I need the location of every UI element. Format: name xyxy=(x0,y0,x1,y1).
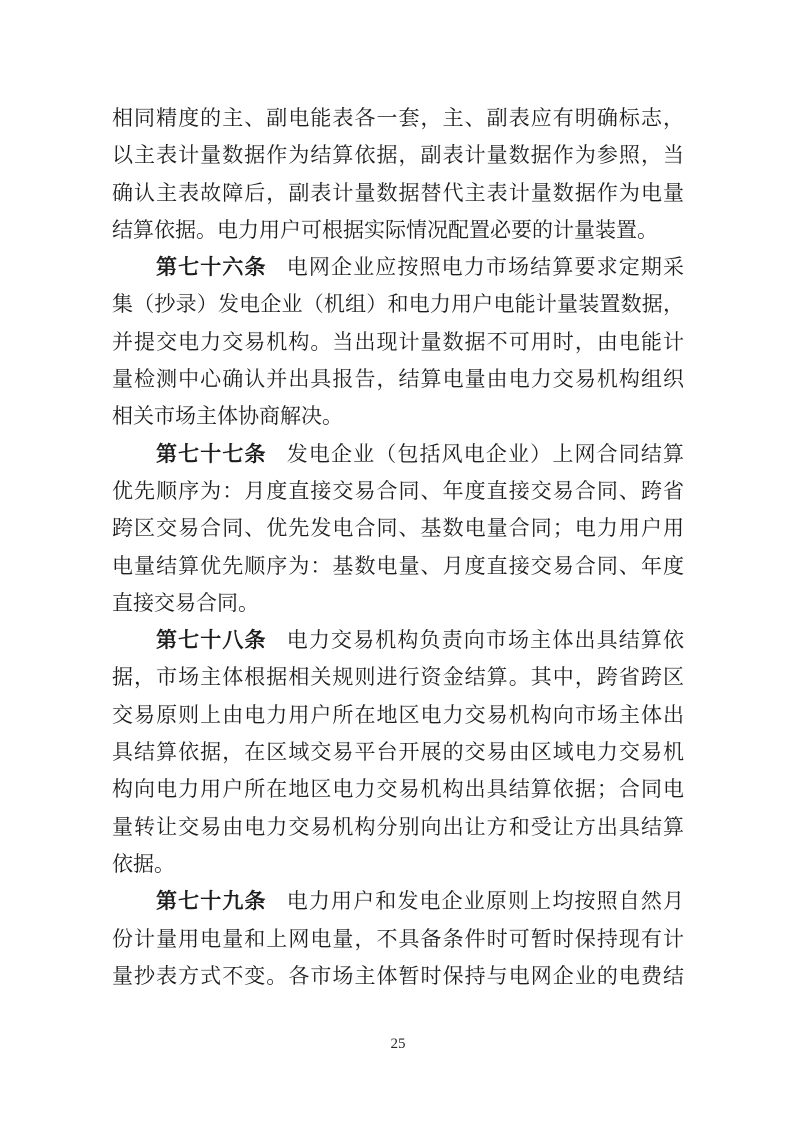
line-text: 电力用户和发电企业原则上均按照自然月 xyxy=(286,889,684,914)
article-paragraph-1 xyxy=(112,249,684,435)
document-body xyxy=(112,100,684,995)
text-line xyxy=(112,622,684,659)
text-line: 结算依据。电力用户可根据实际情况配置必要的计量装置。 xyxy=(112,217,658,242)
text-line: 量检测中心确认并出具报告，结算电量由电力交易机构组织 xyxy=(112,367,684,392)
text-line: 量转让交易由电力交易机构分别向出让方和受让方出具结算 xyxy=(112,814,684,839)
article-paragraph-3 xyxy=(112,622,684,883)
text-line: 相同精度的主、副电能表各一套，主、副表应有明确标志， xyxy=(112,106,684,130)
text-line: 并提交电力交易机构。当出现计量数据不可用时，由电能计 xyxy=(112,329,684,354)
text-line: 依据。 xyxy=(112,851,175,876)
line-text: 电网企业应按照电力市场结算要求定期采 xyxy=(286,255,684,280)
text-line: 跨区交易合同、优先发电合同、基数电量合同；电力用户用 xyxy=(112,516,684,541)
text-line xyxy=(112,883,684,920)
text-line: 构向电力用户所在地区电力交易机构出具结算依据；合同电 xyxy=(112,777,684,802)
article-paragraph-2 xyxy=(112,436,684,622)
article-number: 第七十八条 xyxy=(156,628,267,653)
text-line: 确认主表故障后，副表计量数据替代主表计量数据作为电量 xyxy=(112,180,684,205)
text-line: 集（抄录）发电企业（机组）和电力用户电能计量装置数据， xyxy=(112,292,684,317)
article-number: 第七十六条 xyxy=(156,255,267,280)
text-line: 直接交易合同。 xyxy=(112,590,259,615)
text-line: 以主表计量数据作为结算依据，副表计量数据作为参照，当 xyxy=(112,143,684,168)
text-line: 量抄表方式不变。各市场主体暂时保持与电网企业的电费结 xyxy=(112,963,684,988)
text-line xyxy=(112,249,684,286)
page-number: 25 xyxy=(390,1036,406,1052)
text-line: 交易原则上由电力用户所在地区电力交易机构向市场主体出 xyxy=(112,702,684,727)
article-paragraph-4 xyxy=(112,883,684,995)
text-line: 份计量用电量和上网电量，不具备条件时可暂时保持现有计 xyxy=(112,926,684,951)
article-number: 第七十九条 xyxy=(156,889,267,914)
text-line: 据，市场主体根据相关规则进行资金结算。其中，跨省跨区 xyxy=(112,665,684,690)
text-line: 电量结算优先顺序为：基数电量、月度直接交易合同、年度 xyxy=(112,553,684,578)
line-text: 发电企业（包括风电企业）上网合同结算 xyxy=(286,441,684,466)
text-line: 相关市场主体协商解决。 xyxy=(112,404,343,429)
article-number: 第七十七条 xyxy=(156,441,267,466)
text-line: 具结算依据，在区域交易平台开展的交易由区域电力交易机 xyxy=(112,740,684,765)
line-text: 电力交易机构负责向市场主体出具结算依 xyxy=(286,628,684,653)
text-line: 优先顺序为：月度直接交易合同、年度直接交易合同、跨省 xyxy=(112,478,684,503)
text-line xyxy=(112,436,684,473)
continuation-paragraph xyxy=(112,100,684,249)
